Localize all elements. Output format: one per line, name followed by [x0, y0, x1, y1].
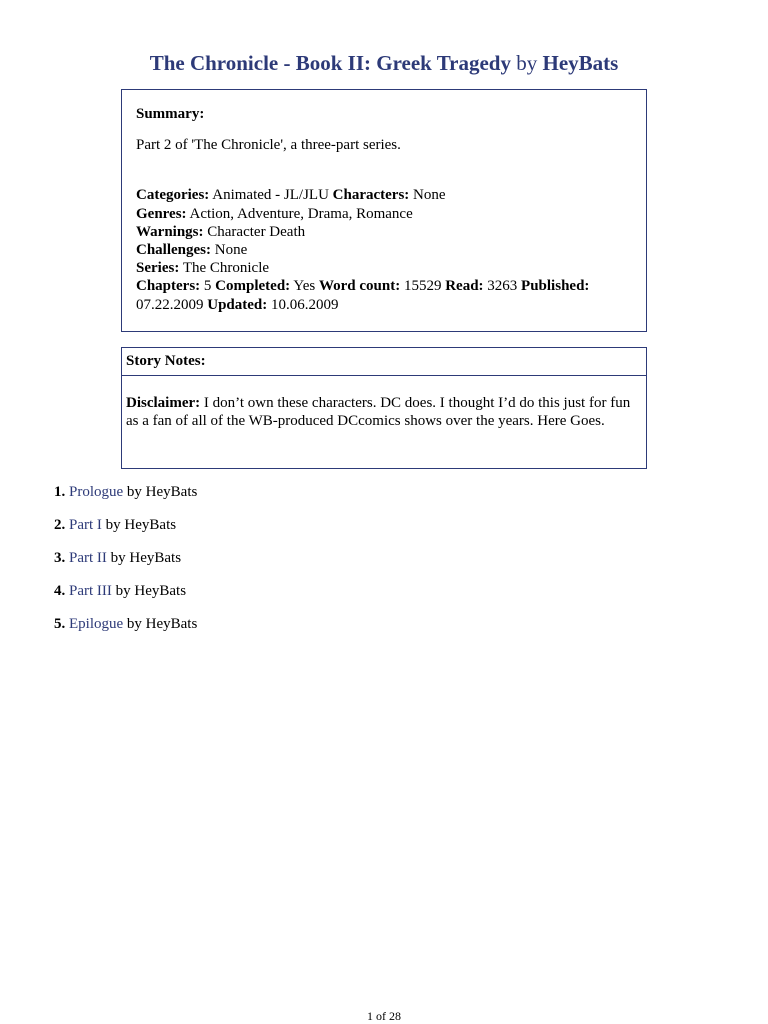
challenges-value: None [214, 242, 248, 259]
chapter-byline: by HeyBats [115, 583, 187, 599]
chapter-number: 3. [54, 550, 66, 566]
story-metadata [136, 186, 632, 313]
series-label: Series: [136, 260, 180, 277]
disclaimer-label: Disclaimer: [126, 395, 201, 411]
categories-value: Animated - JL/JLU [212, 187, 329, 204]
chapter-byline: by HeyBats [126, 484, 198, 500]
challenges-label: Challenges: [136, 242, 211, 259]
chapter-link-part-ii[interactable]: Part II [69, 550, 107, 566]
chapter-item [54, 582, 197, 615]
read-label: Read: [445, 278, 484, 295]
story-notes-body [122, 376, 646, 430]
chapters-label: Chapters: [136, 278, 201, 295]
page-indicator: 1 of 28 [367, 1009, 401, 1023]
word-count-value: 15529 [403, 278, 442, 295]
chapter-number: 5. [54, 616, 66, 632]
chapter-byline: by HeyBats [110, 550, 182, 566]
summary-label: Summary: [136, 106, 205, 122]
completed-label: Completed: [215, 278, 291, 295]
updated-label: Updated: [207, 296, 268, 313]
published-value: 07.22.2009 [136, 296, 204, 313]
disclaimer-text: I don’t own these characters. DC does. I thought I’d do this just for fun as a fan of all of the WB-produced DCcomics shows over the years. Here Goes. [126, 395, 631, 430]
chapter-item [54, 516, 197, 549]
story-notes-label: Story Notes: [122, 348, 646, 376]
summary-box [121, 89, 647, 332]
warnings-value: Character Death [207, 223, 306, 240]
updated-value: 10.06.2009 [271, 296, 339, 313]
chapter-item [54, 615, 197, 648]
characters-label: Characters: [332, 187, 410, 204]
chapter-link-prologue[interactable]: Prologue [69, 484, 124, 500]
chapter-item [54, 549, 197, 582]
characters-value: None [413, 187, 446, 204]
read-value: 3263 [487, 278, 518, 295]
chapter-link-part-iii[interactable]: Part III [69, 583, 112, 599]
published-label: Published: [521, 278, 590, 295]
chapters-value: 5 [203, 278, 212, 295]
genres-label: Genres: [136, 205, 187, 222]
series-value: The Chronicle [182, 260, 270, 277]
author-link[interactable]: HeyBats [542, 51, 619, 75]
story-notes-box [121, 347, 647, 469]
categories-label: Categories: [136, 187, 210, 204]
by-text: by [516, 51, 538, 75]
word-count-label: Word count: [318, 278, 401, 295]
chapter-link-epilogue[interactable]: Epilogue [69, 616, 124, 632]
chapter-number: 4. [54, 583, 66, 599]
chapter-item [54, 483, 197, 516]
completed-value: Yes [293, 278, 316, 295]
chapter-link-part-i[interactable]: Part I [69, 517, 102, 533]
page-title [0, 49, 768, 77]
chapter-number: 2. [54, 517, 66, 533]
chapter-byline: by HeyBats [105, 517, 177, 533]
chapter-number: 1. [54, 484, 66, 500]
summary-text: Part 2 of 'The Chronicle', a three-part series. [136, 137, 401, 154]
genres-value: Action, Adventure, Drama, Romance [189, 205, 413, 222]
chapter-byline: by HeyBats [126, 616, 198, 632]
chapter-list [54, 483, 197, 648]
warnings-label: Warnings: [136, 223, 204, 240]
story-title-link[interactable]: The Chronicle - Book II: Greek Tragedy [149, 51, 511, 75]
